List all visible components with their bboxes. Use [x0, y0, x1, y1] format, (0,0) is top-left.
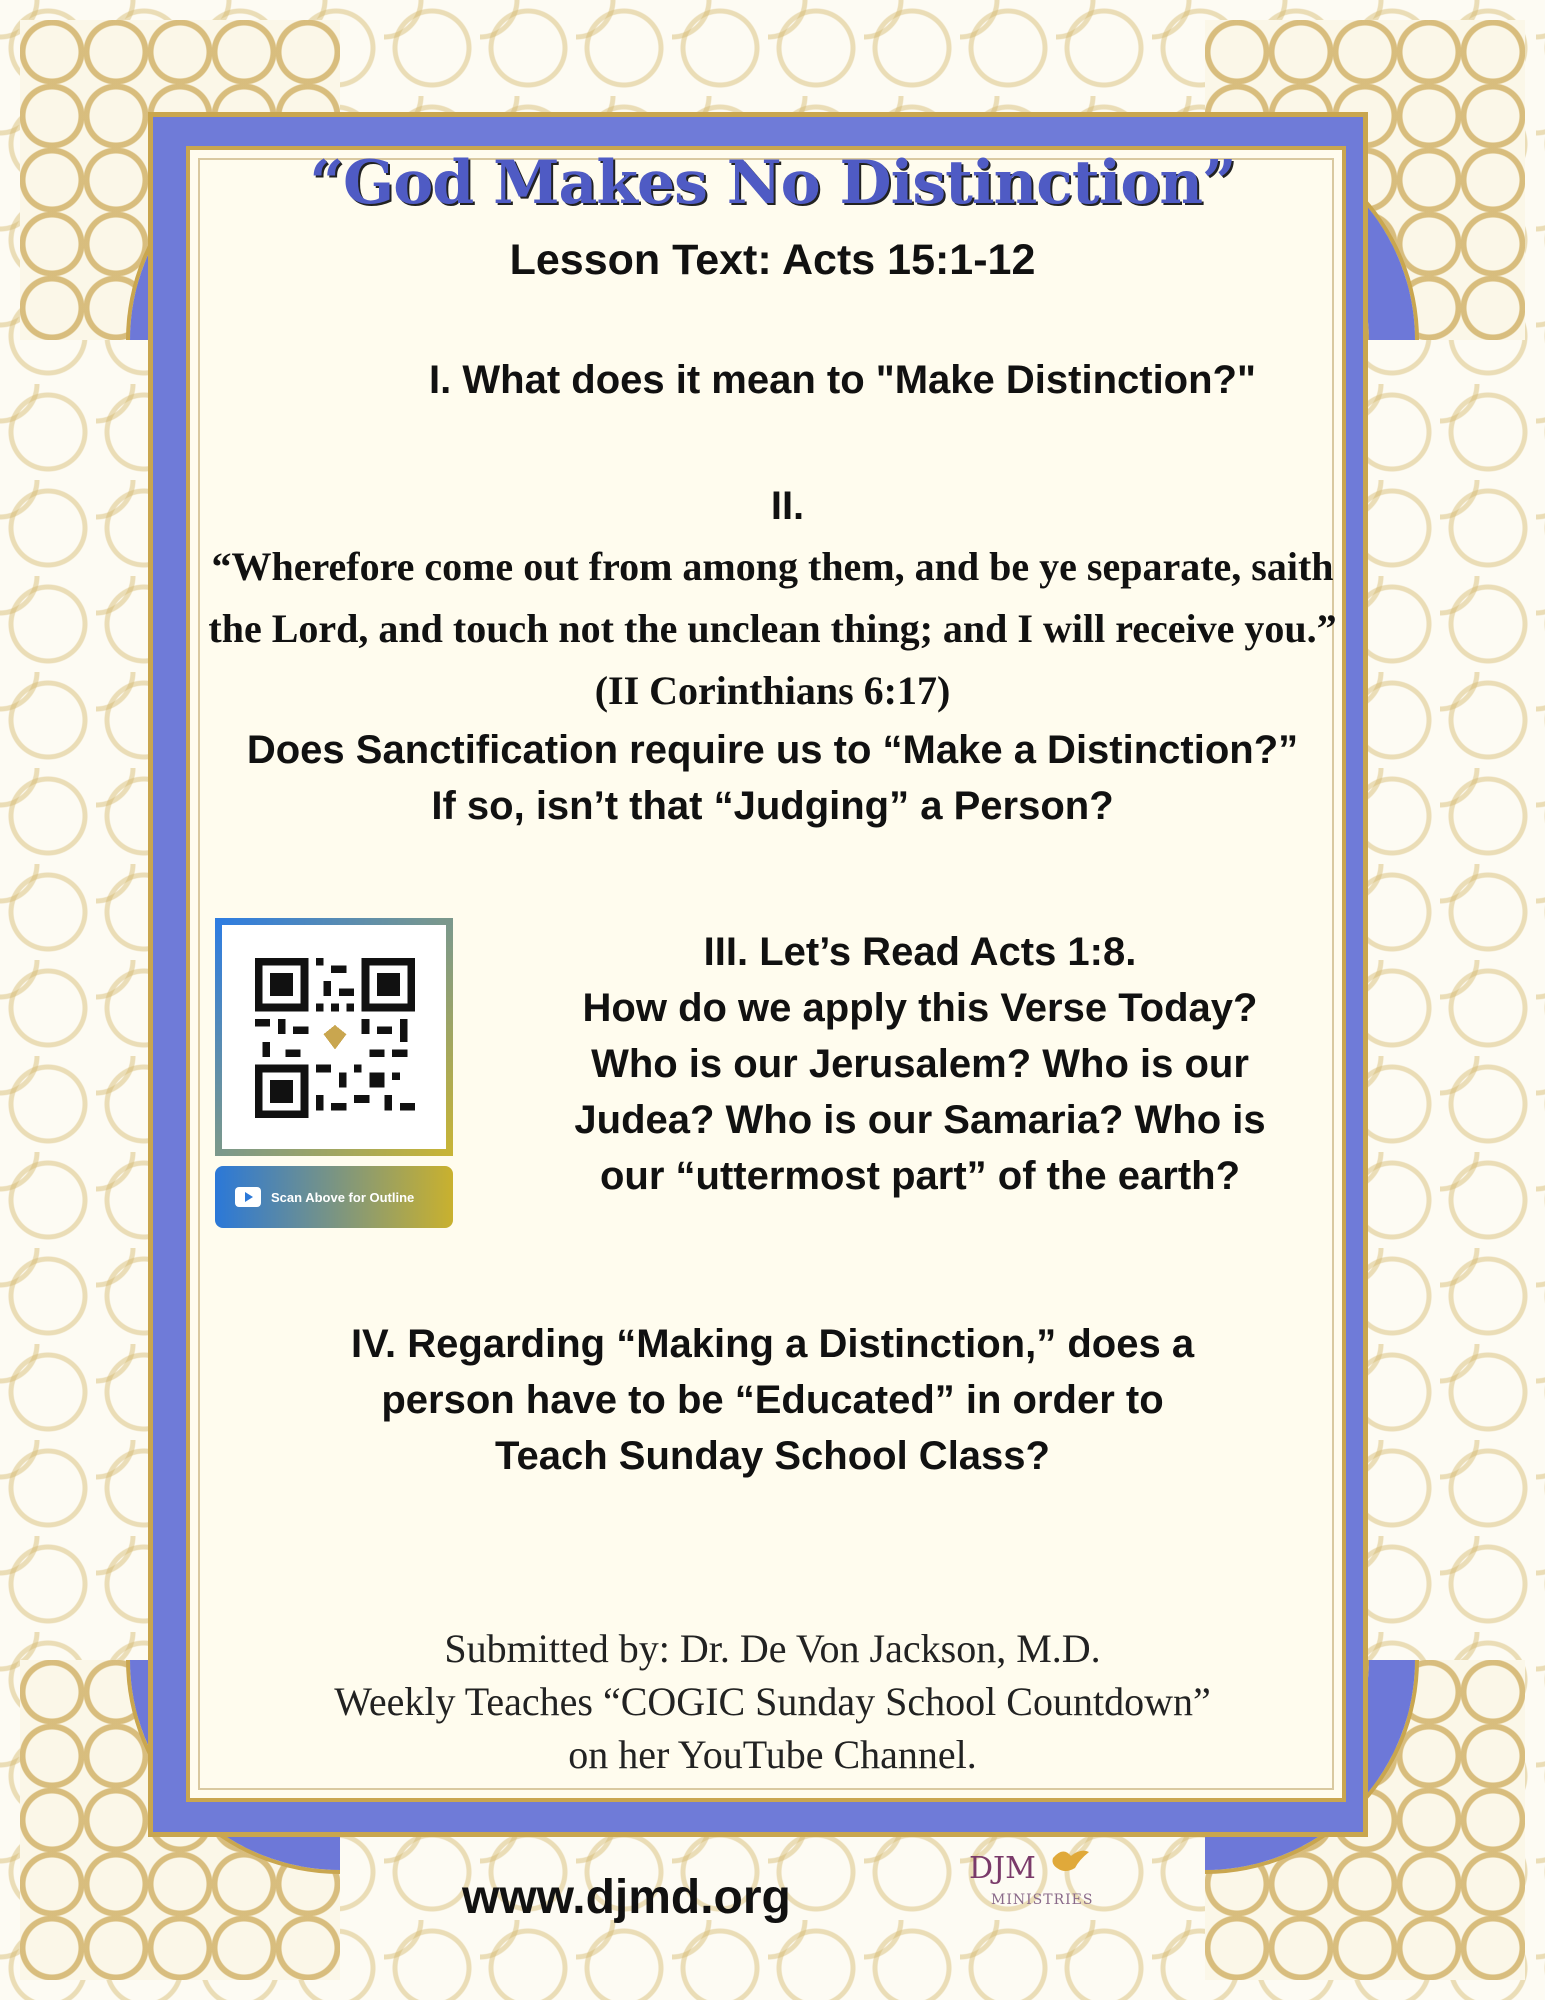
dove-icon — [1053, 1851, 1090, 1871]
point-2-line-2: If so, isn’t that “Judging” a Person? — [431, 784, 1114, 828]
point-3-line-4: Judea? Who is our Samaria? Who is — [574, 1098, 1266, 1142]
credits — [0, 1622, 1545, 1781]
scan-outline-button[interactable] — [215, 1166, 453, 1228]
point-4-line-2: person have to be “Educated” in order to — [381, 1378, 1164, 1422]
credits-line-1: Submitted by: Dr. De Von Jackson, M.D. — [444, 1626, 1101, 1671]
scripture-verse: “Wherefore come out from among them, and be ye separate, saith the Lord, and touch not the unclean thing; and I will receive you.” (II Corinthians 6:17) — [208, 544, 1337, 713]
point-3-line-1: III. Let’s Read Acts 1:8. — [703, 930, 1137, 974]
qr-code-icon — [255, 958, 415, 1118]
play-icon — [235, 1187, 261, 1207]
point-4-line-3: Teach Sunday School Class? — [495, 1434, 1050, 1478]
point-3-line-2: How do we apply this Verse Today? — [582, 986, 1258, 1030]
credits-line-3: on her YouTube Channel. — [568, 1732, 977, 1777]
point-3-line-3: Who is our Jerusalem? Who is our — [591, 1042, 1249, 1086]
point-1: I. What does it mean to "Make Distinction?" — [429, 358, 1256, 402]
website-link[interactable]: www.djmd.org — [462, 1871, 791, 1924]
ministry-logo — [965, 1838, 1105, 1918]
point-2-line-1: Does Sanctification require us to “Make a Distinction?” — [246, 728, 1299, 772]
page-title: “God Makes No Distinction” — [309, 148, 1236, 218]
point-4 — [0, 1316, 1545, 1484]
scan-outline-label: Scan Above for Outline — [271, 1189, 415, 1205]
qr-code-frame[interactable] — [215, 918, 453, 1156]
point-3 — [505, 924, 1335, 1204]
point-2-text — [0, 722, 1545, 834]
lesson-text: Lesson Text: Acts 15:1-12 — [509, 236, 1036, 284]
logo-text: DJM — [969, 1851, 1036, 1886]
point-4-line-1: IV. Regarding “Making a Distinction,” does a — [350, 1322, 1195, 1366]
logo-subtext: MINISTRIES — [991, 1892, 1094, 1908]
credits-line-2: Weekly Teaches “COGIC Sunday School Countdown” — [334, 1679, 1211, 1724]
point-3-line-5: our “uttermost part” of the earth? — [599, 1154, 1241, 1198]
point-2-label: II. — [770, 484, 805, 528]
